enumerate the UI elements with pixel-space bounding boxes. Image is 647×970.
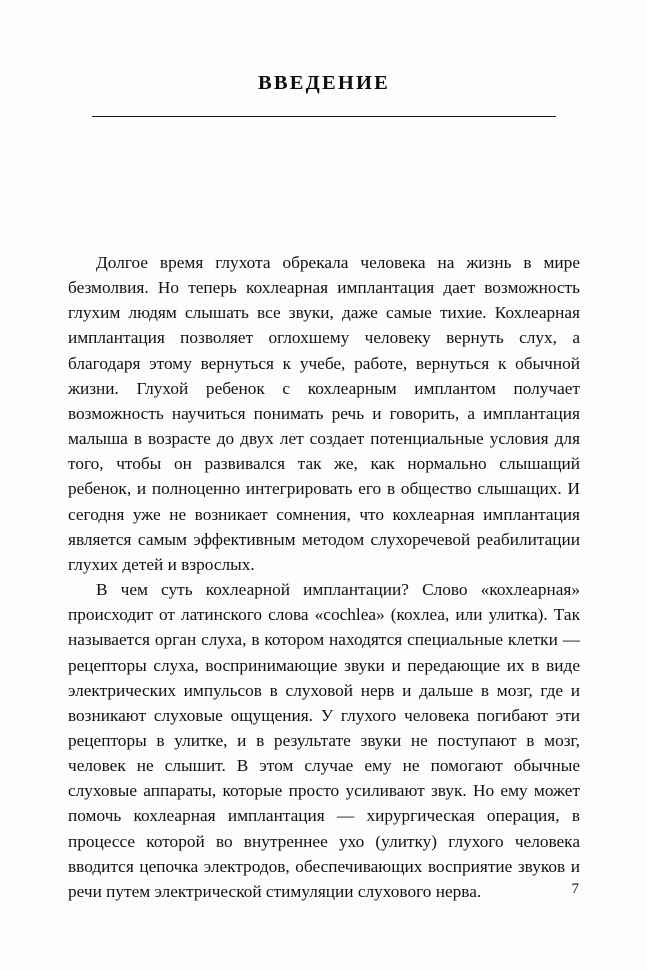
- page-number: 7: [571, 881, 579, 897]
- chapter-title: ВВЕДЕНИЕ: [258, 72, 390, 94]
- page-content: [68, 0, 580, 904]
- title-divider: [92, 116, 556, 117]
- body-text: [68, 250, 580, 904]
- paragraph-2: В чем суть кохлеарной имплантации? Слово «кохлеарная» происходит от латинского слова «cochlea» (кохлеа, или улитка). Так называется орган слуха, в котором находятся специальные клетки — рецепторы слуха, воспринимающие звуки и передающие их в виде электрических импульсов в слуховой нерв и дальше в мозг, где и возникают слуховые ощущения. У глухого человека погибают эти рецепторы в улитке, и в результате звуки не поступают в мозг, человек не слышит. В этом случае ему не помогают обычные слуховые аппараты, которые просто усиливают звук. Но ему может помочь кохлеарная имплантация — хирургическая операция, в процессе которой во внутреннее ухо (улитку) глухого человека вводится цепочка электродов, обеспечивающих восприятие звуков и речи путем электрической стимуляции слухового нерва.: [68, 580, 580, 901]
- paragraph-1: Долгое время глухота обрекала человека на жизнь в мире безмолвия. Но теперь кохлеарная имплантация дает возможность глухим людям слышать все звуки, даже самые тихие. Кохлеарная имплантация позволяет оглохшему человеку вернуть слух, а благодаря этому вернуться к учебе, работе, вернуться к обычной жизни. Глухой ребенок с кохлеарным имплантом получает возможность научиться понимать речь и говорить, а имплантация малыша в возрасте до двух лет создает потенциальные условия для того, чтобы он развивался так же, как нормально слышащий ребенок, и полноценно интегрировать его в общество слышащих. И сегодня уже не возникает сомнения, что кохлеарная имплантация является самым эффективным методом слухоречевой реабилитации глухих детей и взрослых.: [68, 253, 580, 574]
